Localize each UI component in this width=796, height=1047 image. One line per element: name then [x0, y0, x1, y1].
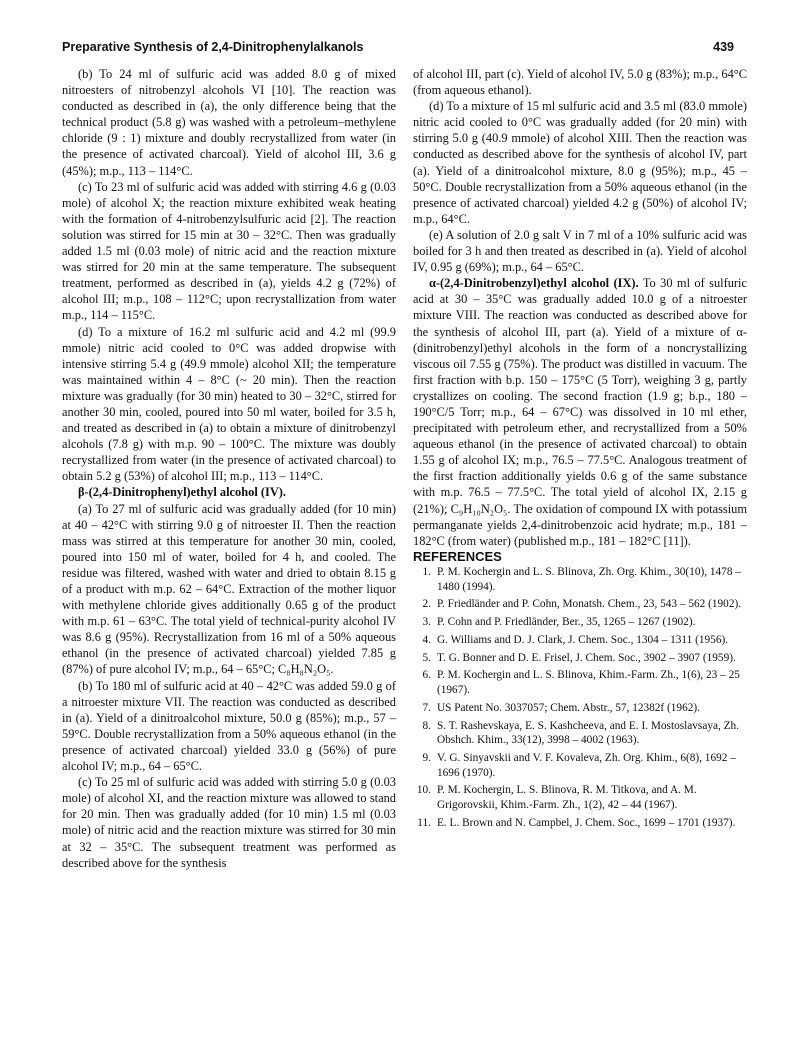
paragraph: (d) To a mixture of 15 ml sulfuric acid and 3.5 ml (83.0 mmole) nitric acid cooled to 0°C was gradually added (for 20 min) with stirring 5.0 g (40.9 mmole) of alcohol XIII. Then the reaction was conducted as described above for the synthesis of alcohol IV, part (a). Yield of a dinitroalcohol mixture, 8.0 g (95%); m.p., 45 – 50°C. Double recrystallization from a 50% aqueous ethanol (in the presence of activated charcoal) yielded 4.2 g (50%) of alcohol IV; m.p., 64°C. [413, 99, 747, 226]
paragraph-body: To 30 ml of sulfuric acid at 30 – 35°C was gradually added 10.0 g of a nitroester mixture VIII. The reaction was conducted as described above for the synthesis of alcohol III, part (a). Yield of a mixture of α-(dinitrobenzyl)ethyl alcohols in the form of a noncrystallizing viscous oil 7.55 g (75%). The product was distilled in vacuum. The first fraction with b.p. 150 – 175°C (5 Torr), weighing 3 g, partly crystallizes on cooling. The second fraction (1.9 g; b.p., 180 – 190°C/5 Torr; m.p., 64 – 67°C) was dissolved in 10 ml ether, precipitated with petroleum ether, and recrystallized from a 50% aqueous ethanol (in the presence of activated charcoal) to obtain 1.55 g of alcohol IX; m.p., 76.5 – 77.5°C. Analogous treatment of the first fraction additionally yields 0.6 g of the same substance with m.p. 76.5 – 77.5°C. The total yield of alcohol IX, 2.15 g (21%); C₉H₁₀N₂O₅. The oxidation of compound IX with potassium permanganate yields 2,4-dinitrobenzoic acid hydrate; m.p., 181 – 182°C (from water) (published m.p., 181 – 182°C [11]). [413, 276, 748, 548]
reference-item [413, 719, 747, 748]
reference-number: 2. [422, 598, 431, 611]
paragraph: (c) To 23 ml of sulfuric acid was added with stirring 4.6 g (0.03 mole) of alcohol X; the reaction mixture exhibited weak heating with the formation of 4-nitrobenzylsulfuric acid [2]. The reaction solution was stirred for 15 min at 30 – 32°C. Then was gradually added 1.5 ml (0.03 mole) of nitric acid and the reaction mixture was stirred for 20 min at the same temperature. The subsequent treatment, performed as described in (a), yields 4.2 g (72%) of alcohol III; m.p., 108 – 112°C; upon recrystallization from water m.p., 114 – 115°C. [62, 179, 396, 323]
running-title: Preparative Synthesis of 2,4-Dinitrophenylalkanols [62, 40, 364, 54]
page-header [62, 40, 734, 60]
paragraph: (c) To 25 ml of sulfuric acid was added with stirring 5.0 g (0.03 mole) of alcohol XI, and the reaction mixture was allowed to stand for 20 min. Then was gradually added (for 10 min) 1.5 ml (0.03 mole) of nitric acid and the reaction mixture was stirred for 30 min at 32 – 35°C. The subsequent treatment was performed as described above for the synthesis [62, 775, 396, 870]
reference-item [413, 751, 747, 780]
paragraph: (b) To 24 ml of sulfuric acid was added 8.0 g of mixed nitroesters of nitrobenzyl alcohols VI [10]. The reaction was conducted as described in (a), the only difference being that the technical product (5.8 g) was washed with a petroleum–methylene chloride (9 : 1) mixture and doubly recrystallized from water (in the presence of activated charcoal). Yield of alcohol III, 3.6 g (45%); m.p., 113 – 114°C. [62, 67, 396, 178]
reference-text: P. M. Kochergin, L. S. Blinova, R. M. Titkova, and A. M. Grigorovskii, Khim.-Farm. Zh., 1(2), 42 – 44 (1967). [437, 784, 697, 811]
reference-item [413, 783, 747, 812]
reference-number: 7. [422, 701, 431, 714]
reference-text: V. G. Sinyavskii and V. F. Kovaleva, Zh. Org. Khim., 6(8), 1692 – 1696 (1970). [437, 751, 736, 779]
left-column [62, 66, 396, 871]
page-number: 439 [713, 40, 734, 54]
reference-number: 1. [422, 565, 431, 578]
references-title: REFERENCES [413, 548, 502, 564]
reference-text: S. T. Rashevskaya, E. S. Kashcheeva, and E. I. Mostoslavsaya, Zh. Obshch. Khim., 33(12), 3998 – 4002 (1963). [437, 719, 740, 747]
paragraph-continued: of alcohol III, part (c). Yield of alcohol IV, 5.0 g (83%); m.p., 64°C (from aqueous ethanol). [413, 67, 747, 98]
reference-text: US Patent No. 3037057; Chem. Abstr., 57, 12382f (1962). [437, 701, 700, 714]
reference-text: P. Friedländer and P. Cohn, Monatsh. Chem., 23, 543 – 562 (1902). [437, 598, 742, 611]
reference-item [413, 633, 747, 648]
reference-item [413, 668, 747, 697]
reference-item [413, 565, 747, 594]
reference-number: 3. [422, 616, 431, 629]
paragraph: (a) To 27 ml of sulfuric acid was gradually added (for 10 min) at 40 – 42°C with stirring 9.0 g of nitroester II. Then the reaction mass was stirred at this temperature for another 30 min, cooled, poured into 150 ml of water, boiled for 4 h, and cooled. The residue was filtered, washed with water and dried to obtain 8.15 g of a product with m.p. 62 – 64°C. Extraction of the mother liquor with methylene chloride gives additionally 0.65 g of the product with m.p. 61 – 63°C. The total yield of technical-purity alcohol IV was 8.6 g (95%). Recrystallization from 16 ml of a 50% aqueous ethanol (in the presence of activated charcoal) yielded 7.85 g (87%) of pure alcohol IV; m.p., 64 – 65°C; C₈H₈N₂O₅. [62, 501, 396, 677]
reference-number: 4. [422, 633, 431, 646]
reference-item [413, 615, 747, 630]
reference-item [413, 701, 747, 716]
reference-text: G. Williams and D. J. Clark, J. Chem. Soc., 1304 – 1311 (1956). [437, 633, 729, 646]
right-column [413, 66, 747, 833]
reference-text: T. G. Bonner and D. E. Frisel, J. Chem. Soc., 3902 – 3907 (1959). [437, 651, 736, 664]
paragraph [413, 275, 747, 549]
section-heading: β-(2,4-Dinitrophenyl)ethyl alcohol (IV). [78, 485, 286, 500]
reference-item [413, 651, 747, 666]
reference-number: 6. [422, 669, 431, 682]
references-list [413, 565, 747, 830]
paragraph: (d) To a mixture of 16.2 ml sulfuric acid and 4.2 ml (99.9 mmole) nitric acid cooled to 0°C was added dropwise with intensive stirring 5.4 g (49.9 mmole) alcohol XII; the temperature was maintained within 4 – 8°C (~ 20 min). Then the reaction mixture was gradually (for 30 min) heated to 30 – 32°C, stirred for another 30 min, cooled, poured into 50 ml water, boiled for 3.5 h, and treated as described in (a) to obtain a mixture of dinitrobenzyl alcohols (7.8 g) with m.p. 90 – 100°C. The mixture was doubly recrystallized from water (in the presence of activated charcoal) to obtain 5.2 g (53%) of alcohol III; m.p., 113 – 114°C. [62, 324, 396, 484]
paragraph: (b) To 180 ml of sulfuric acid at 40 – 42°C was added 59.0 g of a nitroester mixture VII. The reaction was conducted as described in (a). Yield of a dinitroalcohol mixture, 50.0 g (85%); m.p., 57 – 59°C. Double recrystallization from a 50% aqueous ethanol (in the presence of activated charcoal) yielded 33.0 g (56%) of pure alcohol IV; m.p., 64 – 65°C. [62, 678, 396, 774]
reference-item [413, 816, 747, 831]
paragraph: (e) A solution of 2.0 g salt V in 7 ml of a 10% sulfuric acid was boiled for 3 h and then treated as described in (a). Yield of alcohol IV, 0.95 g (69%); m.p., 64 – 65°C. [413, 227, 747, 275]
reference-number: 11. [417, 816, 431, 829]
reference-number: 10. [416, 784, 431, 797]
reference-text: P. Cohn and P. Friedländer, Ber., 35, 1265 – 1267 (1902). [437, 616, 696, 629]
reference-number: 8. [422, 719, 431, 732]
reference-text: P. M. Kochergin and L. S. Blinova, Khim.-Farm. Zh., 1(6), 23 – 25 (1967). [437, 669, 740, 696]
reference-number: 9. [422, 751, 431, 764]
reference-text: P. M. Kochergin and L. S. Blinova, Zh. Org. Khim., 30(10), 1478 – 1480 (1994). [437, 565, 741, 593]
reference-text: E. L. Brown and N. Campbel, J. Chem. Soc., 1699 – 1701 (1937). [437, 816, 736, 829]
section-heading: α-(2,4-Dinitrobenzyl)ethyl alcohol (IX). [429, 276, 639, 291]
reference-item [413, 597, 747, 612]
reference-number: 5. [422, 651, 431, 664]
